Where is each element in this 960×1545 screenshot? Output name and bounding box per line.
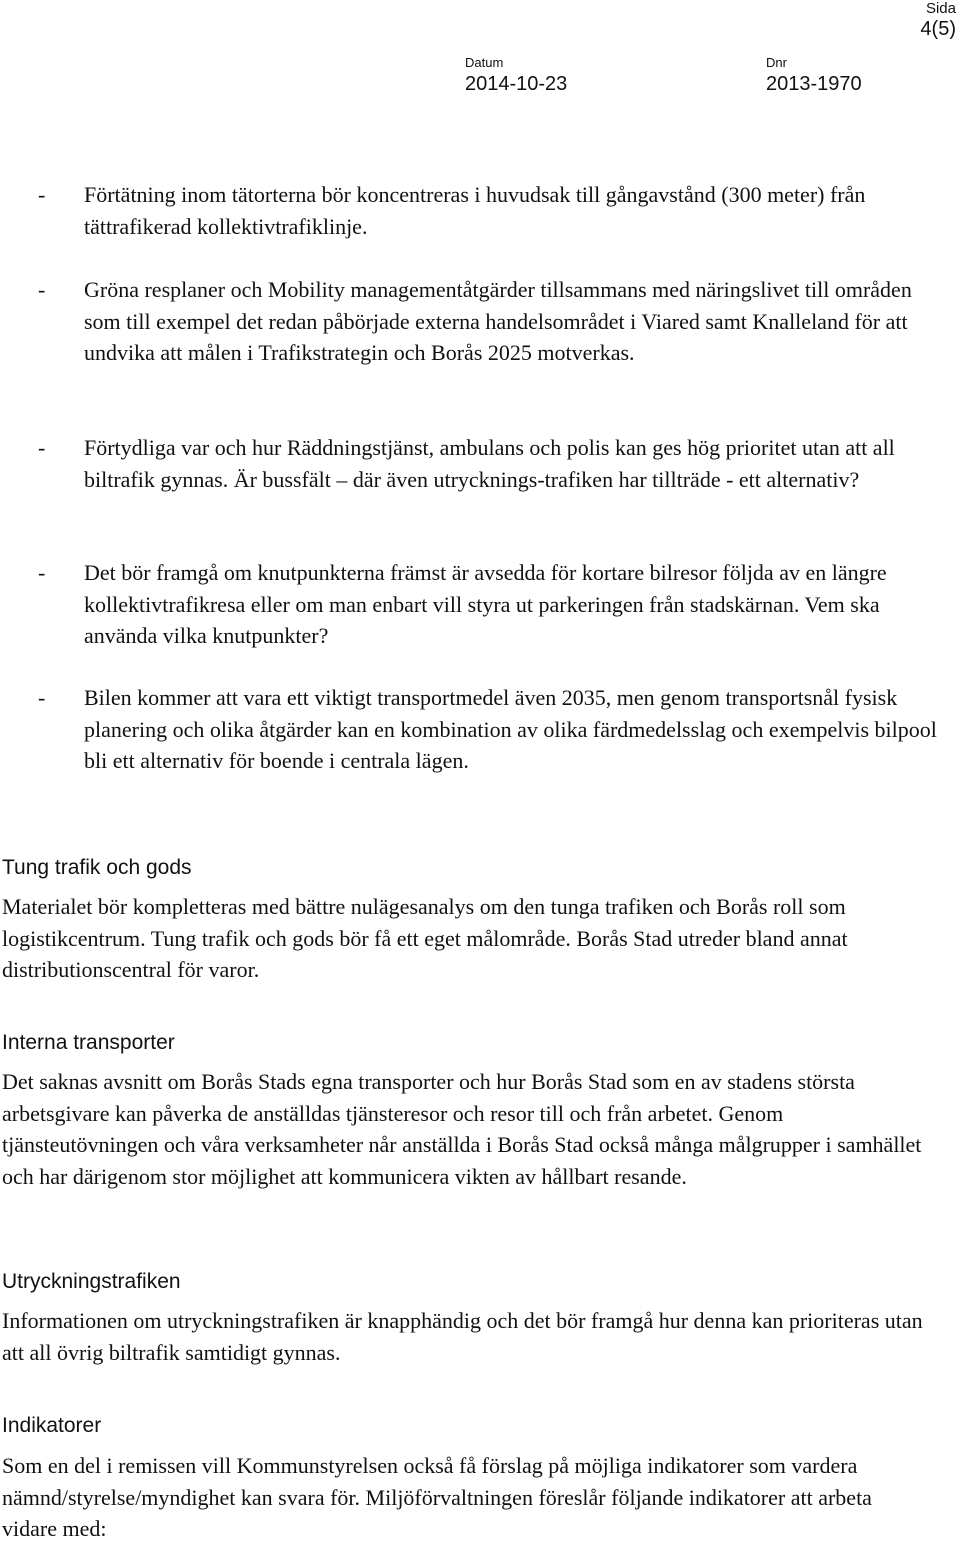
section-heading: Interna transporter [2, 1031, 175, 1054]
reference-label: Dnr [766, 55, 787, 70]
page-number: 4(5) [920, 18, 956, 40]
date-value: 2014-10-23 [465, 73, 568, 95]
date-label: Datum [465, 55, 504, 70]
page-label: Sida [925, 0, 956, 17]
section-heading: Utryckningstrafiken [2, 1270, 181, 1293]
bullet-text: Det bör framgå om knutpunkterna främst är avsedda för kortare bilresor följda av en längre kollektivtrafikresa eller om man enbart vill styra ut parkeringen från stadskärnan. Vem ska använda vilka knutpunkter? [84, 560, 887, 648]
section-heading: Indikatorer [2, 1414, 102, 1437]
section-body: Materialet bör kompletteras med bättre nulägesanalys om den tunga trafiken och Borås roll som logistikcentrum. Tung trafik och gods bör få ett eget målområde. Borås Stad utreder bland annat distributionscentral för varor. [2, 894, 848, 982]
section-body: Det saknas avsnitt om Borås Stads egna transporter och hur Borås Stad som en av stadens största arbetsgivare kan påverka de anställdas tjänsteresor och resor till och från arbetet. Genom tjänsteutövningen och våra verksamheter når anställda i Borås Stad också många målgrupper i samhället och har därigenom stor möjlighet att kommunicera vikten av hållbart resande. [2, 1069, 922, 1189]
bullet-dash: - [38, 685, 46, 710]
section-body: Som en del i remissen vill Kommunstyrelsen också få förslag på möjliga indikatorer som vardera nämnd/styrelse/myndighet kan svara för. Miljöförvaltningen föreslår följande indikatorer att arbeta vidare med: [2, 1453, 872, 1541]
bullet-dash: - [38, 560, 46, 585]
bullet-dash: - [38, 182, 46, 207]
bullet-text: Förtätning inom tätorterna bör koncentreras i huvudsak till gångavstånd (300 meter) från tättrafikerad kollektivtrafiklinje. [84, 182, 866, 239]
section-heading: Tung trafik och gods [2, 856, 192, 879]
reference-value: 2013-1970 [766, 73, 862, 95]
bullet-dash: - [38, 277, 46, 302]
bullet-text: Förtydliga var och hur Räddningstjänst, ambulans och polis kan ges hög prioritet utan att all biltrafik gynnas. Är bussfält – där även utrycknings-trafiken har tillträde - ett alternativ? [84, 435, 895, 492]
section-body: Informationen om utryckningstrafiken är knapphändig och det bör framgå hur denna kan prioriteras utan att all övrig biltrafik samtidigt gynnas. [2, 1308, 923, 1365]
bullet-dash: - [38, 435, 46, 460]
bullet-text: Bilen kommer att vara ett viktigt transportmedel även 2035, men genom transportsnål fysisk planering och olika åtgärder kan en kombination av olika färdmedelsslag och exempelvis bilpool bli ett alternativ för boende i centrala lägen. [84, 685, 937, 773]
bullet-text: Gröna resplaner och Mobility managementåtgärder tillsammans med näringslivet till områden som till exempel det redan påbörjade externa handelsområdet i Viared samt Knalleland för att undvika att målen i Trafikstrategin och Borås 2025 motverkas. [84, 277, 912, 365]
